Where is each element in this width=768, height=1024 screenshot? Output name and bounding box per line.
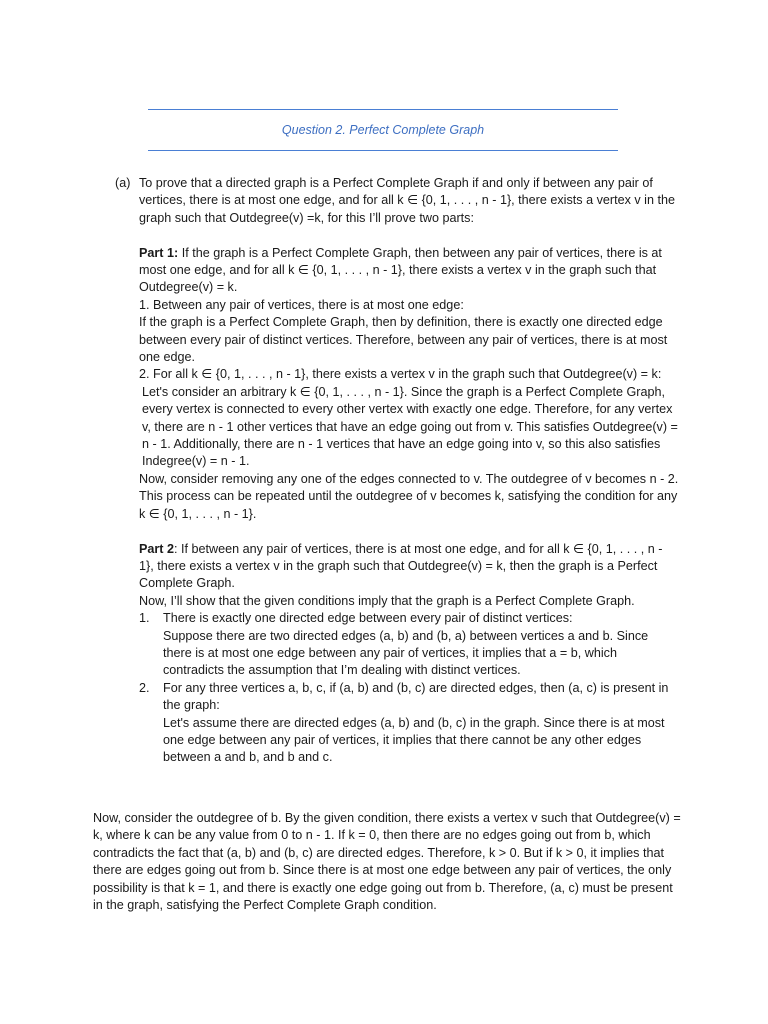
part2-statement-text: : If between any pair of vertices, there is at most one edge, and for all k ∈ {0, 1, . . . , n - 1}, there exists a vertex v in the graph such that Outdegree(v) = k, then the graph is a Perfect Complete Graph. [139,541,663,591]
part-a-intro: To prove that a directed graph is a Perfect Complete Graph if and only if between any pair of vertices, there is at most one edge, and for all k ∈ {0, 1, . . . , n - 1}, there exists a vertex v in the graph such that Outdegree(v) =k, for this I’ll prove two parts: [139,176,675,225]
list-number: 2. [139,680,150,695]
part1-statement [139,245,679,297]
list-item-title: There is exactly one directed edge between every pair of distinct vertices: [163,611,573,626]
list-item [139,610,679,680]
part-a-section [115,175,679,767]
question-title: Question 2. Perfect Complete Graph [281,123,485,137]
closing-paragraph: Now, consider the outdegree of b. By the given condition, there exists a vertex v such that Outdegree(v) = k, where k can be any value from 0 to n - 1. If k = 0, then there are no edges going out from b, which contradicts the fact that (a, b) and (b, c) are directed edges. Therefore, k > 0. But if k > 0, it implies that there are edges going out from b. Since there is at most one edge between any pair of vertices, the only possibility is that k = 1, and there is exactly one edge going out from b. Therefore, (a, c) must be present in the graph, satisfying the Perfect Complete Graph condition. [93,811,681,913]
list-item-title: For any three vertices a, b, c, if (a, b) and (b, c) are directed edges, then (a, c) is present in the graph: [163,680,669,713]
list-item-body: Let's assume there are directed edges (a, b) and (b, c) in the graph. Since there is at most one edge between any pair of vertices, it implies that there cannot be any other edges between a and b, and b and c. [163,715,665,765]
list-item-body: Suppose there are two directed edges (a, b) and (b, a) between vertices a and b. Since there is at most one edge between any pair of vertices, it implies that a = b, which contradicts the assumption that I’m dealing with distinct vertices. [163,628,649,678]
part-a-marker: (a) [115,176,131,190]
part2-label: Part 2 [139,541,175,556]
list-item [139,680,679,767]
bottom-divider [148,150,618,151]
part1-line-2: If the graph is a Perfect Complete Graph, then by definition, there is exactly one directed edge between every pair of distinct vertices. Therefore, between any pair of vertices, there is at most one edge. [139,315,668,365]
part2-lead: Now, I’ll show that the given conditions imply that the graph is a Perfect Complete Graph. [139,593,635,608]
top-divider [148,109,618,110]
part1-line-4: Let's consider an arbitrary k ∈ {0, 1, . . . , n - 1}. Since the graph is a Perfect Complete Graph, every vertex is connected to every other vertex with exactly one edge. Therefore, for any vertex v, there are n - 1 other vertices that have an edge going out from v. This satisfies Outdegree(v) = n - 1. Additionally, there are n - 1 vertices that have an edge going into v, so this also satisfies Indegree(v) = n - 1. [142,384,678,469]
part1-line-3: 2. For all k ∈ {0, 1, . . . , n - 1}, there exists a vertex v in the graph such that Outdegree(v) = k: [139,367,662,382]
part1-statement-text: If the graph is a Perfect Complete Graph, then between any pair of vertices, there is at most one edge, and for all k ∈ {0, 1, . . . , n - 1}, there exists a vertex v in the graph such that Outdegree(v) = k. [139,245,662,295]
part1-line-5: Now, consider removing any one of the edges connected to v. The outdegree of v becomes n - 2. This process can be repeated until the outdegree of v becomes k, satisfying the condition for any k ∈ {0, 1, . . . , n - 1}. [139,471,679,521]
list-number: 1. [139,611,150,626]
part2-list [139,610,679,767]
part2-statement [139,541,679,593]
part1-label: Part 1: [139,245,179,260]
part1-line-1: 1. Between any pair of vertices, there is at most one edge: [139,297,464,312]
